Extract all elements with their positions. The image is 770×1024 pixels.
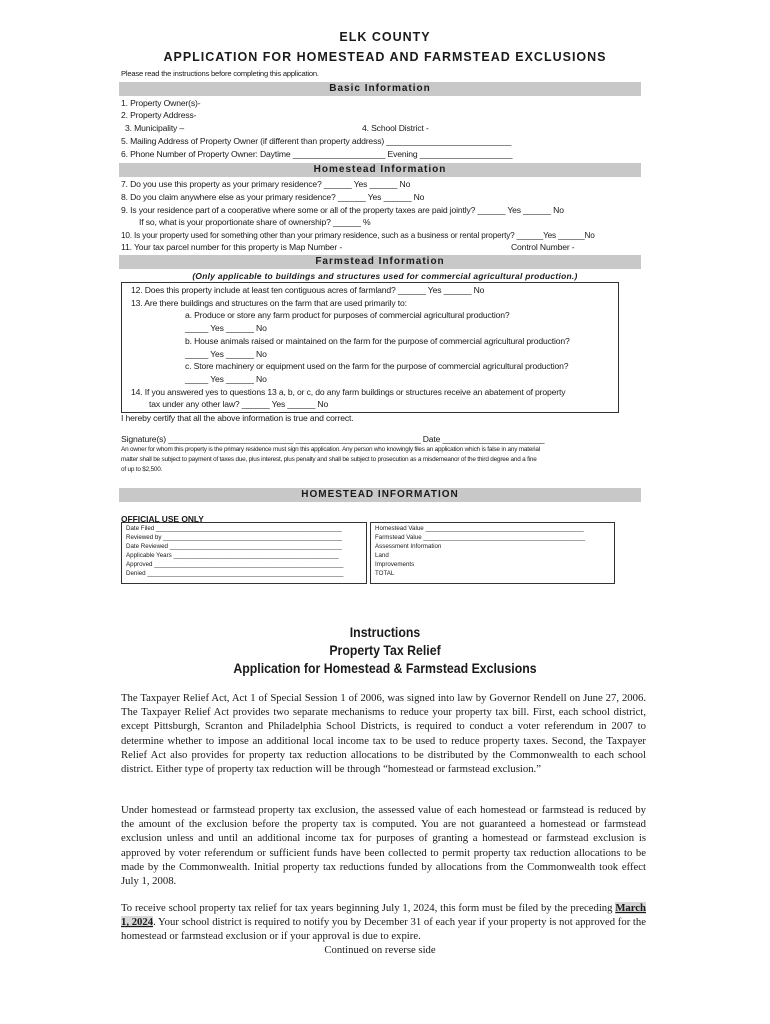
official-approved: Approved _______________________________________________________: [126, 561, 344, 568]
q13c-answer: _____ Yes ______ No: [185, 374, 267, 384]
instructions-paragraph-3: [121, 901, 646, 944]
official-date-reviewed: Date Reviewed __________________________________________________: [126, 543, 342, 550]
farmstead-subheading: (Only applicable to buildings and structures used for commercial agricultural production.): [192, 271, 578, 281]
q13a-answer: _____ Yes ______ No: [185, 323, 267, 333]
phone-line: 6. Phone Number of Property Owner: Daytime ____________________ Evening ____________________: [121, 149, 513, 159]
p3-text-end: . Your school district is required to notify you by December 31 of each year if your property is not approved for the homestead or farmstead exclusion or if your approval is due to expire.: [121, 916, 646, 943]
official-heading: HOMESTEAD INFORMATION: [119, 488, 641, 502]
homestead-info-heading: Homestead Information: [119, 163, 641, 177]
official-land: Land: [375, 552, 389, 559]
official-date-filed: Date Filed ______________________________________________________: [126, 525, 342, 532]
mailing-address-line: 5. Mailing Address of Property Owner (if different than property address) ___________________________: [121, 136, 512, 146]
instructions-paragraph-2: Under homestead or farmstead property tax exclusion, the assessed value of each homestead or farmstead is reduced by the amount of the exclusion before the property tax is computed. You are not guaranteed a homestead or farmstead exclusion unless and until an additional income tax for purposes of granting a homestead or farmstead exclusion is approved by voter referendum or sufficient funds have been collected to permit property tax reduction allocations to be made by the Commonwealth. Initial property tax reductions funded by allocations from the Commonwealth took effect July 1, 2008.: [121, 804, 646, 888]
official-reviewed-by: Reviewed by ____________________________________________________: [126, 534, 343, 541]
q9-cooperative: 9. Is your residence part of a cooperative where some or all of the property taxes are paid jointly? ______ Yes ______ No: [121, 205, 564, 215]
q11-control-number: Control Number -: [511, 242, 575, 252]
q14-abatement: 14. If you answered yes to questions 13 a, b, or c, do any farm buildings or structures receive an abatement of property: [131, 387, 566, 397]
farmstead-info-heading: Farmstead Information: [119, 255, 641, 269]
official-assessment-info: Assessment Information: [375, 543, 442, 550]
signature-line: Signature(s) ___________________________ ___________________________ Date ______________________: [121, 434, 545, 444]
form-title: APPLICATION FOR HOMESTEAD AND FARMSTEAD EXCLUSIONS: [163, 50, 607, 64]
instructions-note: Please read the instructions before completing this application.: [121, 69, 319, 78]
q13a-produce: a. Produce or store any farm product for purposes of commercial agricultural production?: [185, 310, 510, 320]
property-address-line: 2. Property Address-: [121, 110, 197, 120]
q11-parcel-map: 11. Your tax parcel number for this property is Map Number -: [121, 242, 343, 252]
municipality-line: 3. Municipality –: [125, 123, 185, 133]
q14-answer: tax under any other law? ______ Yes ______ No: [149, 399, 329, 409]
p3-text-start: To receive school property tax relief for tax years beginning July 1, 2024, this form must be filed by the preceding: [121, 902, 613, 914]
filing-deadline: March 1, 2024: [121, 902, 646, 929]
warning-line-1: An owner for whom this property is the primary residence must sign this application. Any person who knowingly files an application which is false in any material: [121, 446, 540, 453]
q8-claim-elsewhere: 8. Do you claim anywhere else as your primary residence? ______ Yes ______ No: [121, 192, 425, 202]
instructions-form-name: Application for Homestead & Farmstead Exclusions: [233, 660, 537, 676]
official-applicable-years: Applicable Years ________________________________________________: [126, 552, 339, 559]
instructions-title: Instructions: [349, 624, 421, 640]
q13b-answer: _____ Yes ______ No: [185, 349, 267, 359]
q13b-animals: b. House animals raised or maintained on the farm for the purpose of commercial agricultural production?: [185, 336, 570, 346]
official-homestead-value: Homestead Value ______________________________________________: [375, 525, 584, 532]
warning-line-3: of up to $2,500.: [121, 466, 163, 473]
warning-line-2: matter shall be subject to payment of taxes due, plus interest, plus penalty and shall be subject to prosecution as a misdemeanor of the third degree and a fine: [121, 456, 537, 463]
q7-primary-residence: 7. Do you use this property as your primary residence? ______ Yes ______ No: [121, 179, 411, 189]
continued-note: Continued on reverse side: [324, 944, 436, 956]
official-improvements: Improvements: [375, 561, 415, 568]
q13-buildings: 13. Are there buildings and structures on the farm that are used primarily to:: [131, 298, 407, 308]
instructions-paragraph-1: The Taxpayer Relief Act, Act 1 of Special Session 1 of 2006, was signed into law by Governor Rendell on June 27, 2006. The Taxpayer Relief Act provides two separate mechanisms to reduce your property tax bill. First, each school district, except Pittsburgh, Scranton and Philadelphia School Districts, is required to conduct a voter referendum in 2007 to determine whether to impose an additional local income tax to be used to reduce property taxes. Second, the Taxpayer Relief Act also provides for property tax reduction allocations to be distributed by the Commonwealth to each school district. Either type of property tax reduction will be through “homestead or farmstead exclusion.”: [121, 692, 646, 776]
certify-statement: I hereby certify that all the above information is true and correct.: [121, 413, 354, 423]
official-farmstead-value: Farmstead Value _______________________________________________: [375, 534, 586, 541]
property-owner-line: 1. Property Owner(s)-: [121, 98, 201, 108]
official-use-label: OFFICIAL USE ONLY: [121, 514, 204, 524]
q13c-machinery: c. Store machinery or equipment used on the farm for the purpose of commercial agricultural production?: [185, 361, 569, 371]
basic-info-heading: Basic Information: [119, 82, 641, 96]
official-total: TOTAL: [375, 570, 395, 577]
q12-farmland: 12. Does this property include at least ten contiguous acres of farmland? ______ Yes ______ No: [131, 285, 485, 295]
county-title: ELK COUNTY: [339, 30, 431, 44]
q10-other-use: 10. Is your property used for something other than your primary residence, such as a business or rental property? ______Yes ______No: [121, 231, 595, 240]
instructions-subtitle: Property Tax Relief: [329, 642, 441, 658]
school-district-line: 4. School District -: [362, 123, 429, 133]
q9-share: If so, what is your proportionate share of ownership? ______ %: [139, 217, 371, 227]
official-denied: Denied _________________________________________________________: [126, 570, 344, 577]
